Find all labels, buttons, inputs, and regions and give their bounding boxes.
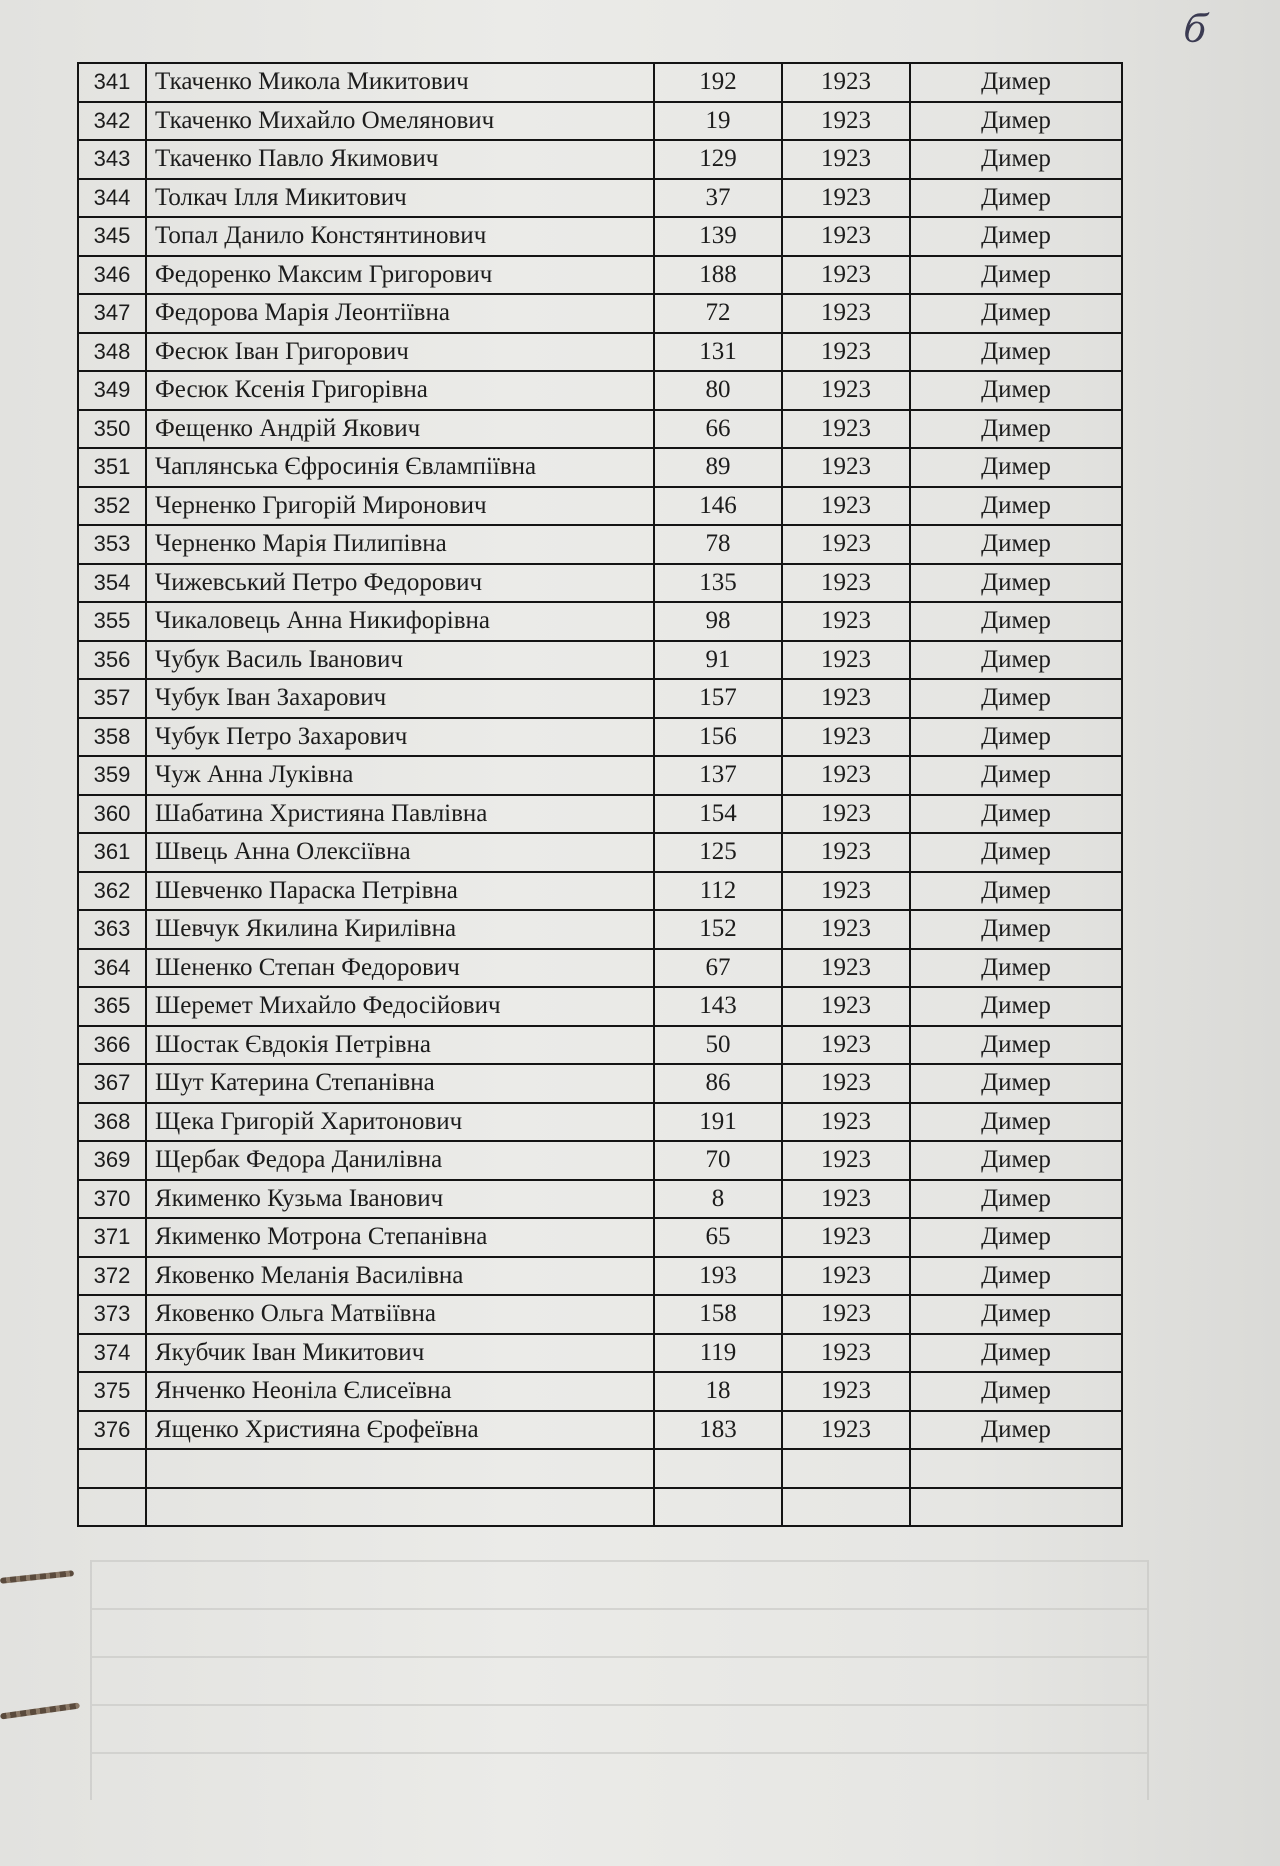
table-row (78, 1295, 1122, 1334)
locality-cell: Димер (910, 102, 1122, 141)
table-row (78, 410, 1122, 449)
full-name-cell: Толкач Ілля Микитович (146, 179, 654, 218)
full-name-cell: Черненко Марія Пилипівна (146, 525, 654, 564)
birth-year-cell: 1923 (782, 410, 910, 449)
locality-cell: Димер (910, 1218, 1122, 1257)
birth-year-cell: 1923 (782, 294, 910, 333)
locality-cell: Димер (910, 140, 1122, 179)
row-number-cell (78, 1488, 146, 1527)
record-number-cell: 66 (654, 410, 782, 449)
register-table-body (78, 63, 1122, 1526)
row-number-cell: 371 (78, 1218, 146, 1257)
full-name-cell: Якубчик Іван Микитович (146, 1334, 654, 1373)
locality-cell: Димер (910, 602, 1122, 641)
full-name-cell: Федоренко Максим Григорович (146, 256, 654, 295)
full-name-cell: Шевченко Параска Петрівна (146, 872, 654, 911)
full-name-cell: Щека Григорій Харитонович (146, 1103, 654, 1142)
birth-year-cell: 1923 (782, 949, 910, 988)
row-number-cell: 357 (78, 679, 146, 718)
record-number-cell: 50 (654, 1026, 782, 1065)
record-number-cell: 65 (654, 1218, 782, 1257)
birth-year-cell: 1923 (782, 179, 910, 218)
bleed-through-line (92, 1752, 1147, 1754)
table-row (78, 1334, 1122, 1373)
table-row (78, 1103, 1122, 1142)
birth-year-cell: 1923 (782, 1372, 910, 1411)
full-name-cell: Яковенко Меланія Василівна (146, 1257, 654, 1296)
full-name-cell: Чубук Іван Захарович (146, 679, 654, 718)
full-name-cell (146, 1488, 654, 1527)
table-row (78, 448, 1122, 487)
row-number-cell: 374 (78, 1334, 146, 1373)
table-row (78, 102, 1122, 141)
record-number-cell: 86 (654, 1064, 782, 1103)
full-name-cell: Якименко Мотрона Степанівна (146, 1218, 654, 1257)
row-number-cell: 355 (78, 602, 146, 641)
record-number-cell: 156 (654, 718, 782, 757)
binding-thread (0, 1702, 80, 1719)
record-number-cell: 70 (654, 1141, 782, 1180)
table-row (78, 1026, 1122, 1065)
row-number-cell: 358 (78, 718, 146, 757)
record-number-cell: 143 (654, 987, 782, 1026)
locality-cell: Димер (910, 1103, 1122, 1142)
full-name-cell: Якименко Кузьма Іванович (146, 1180, 654, 1219)
row-number-cell (78, 1449, 146, 1488)
full-name-cell: Шененко Степан Федорович (146, 949, 654, 988)
table-row (78, 256, 1122, 295)
table-row (78, 641, 1122, 680)
full-name-cell: Фесюк Ксенія Григорівна (146, 371, 654, 410)
row-number-cell: 354 (78, 564, 146, 603)
table-row (78, 987, 1122, 1026)
locality-cell: Димер (910, 1411, 1122, 1450)
locality-cell: Димер (910, 179, 1122, 218)
table-row (78, 872, 1122, 911)
locality-cell: Димер (910, 1141, 1122, 1180)
record-number-cell: 78 (654, 525, 782, 564)
birth-year-cell: 1923 (782, 795, 910, 834)
locality-cell: Димер (910, 833, 1122, 872)
row-number-cell: 368 (78, 1103, 146, 1142)
table-row (78, 910, 1122, 949)
birth-year-cell: 1923 (782, 1411, 910, 1450)
birth-year-cell (782, 1449, 910, 1488)
locality-cell: Димер (910, 1064, 1122, 1103)
row-number-cell: 359 (78, 756, 146, 795)
locality-cell: Димер (910, 987, 1122, 1026)
locality-cell: Димер (910, 756, 1122, 795)
full-name-cell: Чуж Анна Луківна (146, 756, 654, 795)
locality-cell: Димер (910, 333, 1122, 372)
row-number-cell: 370 (78, 1180, 146, 1219)
birth-year-cell: 1923 (782, 371, 910, 410)
locality-cell: Димер (910, 1257, 1122, 1296)
bleed-through-lines (90, 1560, 1149, 1800)
full-name-cell: Шевчук Якилина Кирилівна (146, 910, 654, 949)
birth-year-cell: 1923 (782, 1295, 910, 1334)
table-row (78, 756, 1122, 795)
table-row (78, 1411, 1122, 1450)
full-name-cell: Чубук Василь Іванович (146, 641, 654, 680)
table-row (78, 1141, 1122, 1180)
birth-year-cell: 1923 (782, 833, 910, 872)
birth-year-cell: 1923 (782, 1064, 910, 1103)
record-number-cell: 135 (654, 564, 782, 603)
full-name-cell: Шостак Євдокія Петрівна (146, 1026, 654, 1065)
locality-cell: Димер (910, 256, 1122, 295)
row-number-cell: 351 (78, 448, 146, 487)
birth-year-cell: 1923 (782, 1141, 910, 1180)
row-number-cell: 353 (78, 525, 146, 564)
birth-year-cell: 1923 (782, 1334, 910, 1373)
record-number-cell: 137 (654, 756, 782, 795)
birth-year-cell: 1923 (782, 1026, 910, 1065)
table-row (78, 294, 1122, 333)
record-number-cell: 72 (654, 294, 782, 333)
birth-year-cell: 1923 (782, 333, 910, 372)
record-number-cell: 18 (654, 1372, 782, 1411)
row-number-cell: 373 (78, 1295, 146, 1334)
bleed-through-line (92, 1656, 1147, 1658)
table-row (78, 1180, 1122, 1219)
record-number-cell (654, 1488, 782, 1527)
birth-year-cell: 1923 (782, 641, 910, 680)
record-number-cell: 67 (654, 949, 782, 988)
table-row (78, 679, 1122, 718)
row-number-cell: 341 (78, 63, 146, 102)
birth-year-cell: 1923 (782, 140, 910, 179)
table-row (78, 949, 1122, 988)
birth-year-cell: 1923 (782, 63, 910, 102)
row-number-cell: 356 (78, 641, 146, 680)
full-name-cell: Чубук Петро Захарович (146, 718, 654, 757)
record-number-cell: 193 (654, 1257, 782, 1296)
locality-cell: Димер (910, 525, 1122, 564)
row-number-cell: 349 (78, 371, 146, 410)
record-number-cell (654, 1449, 782, 1488)
table-row (78, 1488, 1122, 1527)
locality-cell: Димер (910, 448, 1122, 487)
full-name-cell: Янченко Неоніла Єлисеївна (146, 1372, 654, 1411)
table-row (78, 140, 1122, 179)
row-number-cell: 376 (78, 1411, 146, 1450)
table-row (78, 1449, 1122, 1488)
table-row (78, 487, 1122, 526)
full-name-cell: Фещенко Андрій Якович (146, 410, 654, 449)
record-number-cell: 183 (654, 1411, 782, 1450)
locality-cell: Димер (910, 294, 1122, 333)
birth-year-cell: 1923 (782, 987, 910, 1026)
record-number-cell: 154 (654, 795, 782, 834)
record-number-cell: 188 (654, 256, 782, 295)
locality-cell (910, 1488, 1122, 1527)
full-name-cell: Чикаловець Анна Никифорівна (146, 602, 654, 641)
locality-cell: Димер (910, 910, 1122, 949)
full-name-cell: Ткаченко Михайло Омелянович (146, 102, 654, 141)
record-number-cell: 157 (654, 679, 782, 718)
full-name-cell: Ященко Християна Єрофеївна (146, 1411, 654, 1450)
record-number-cell: 129 (654, 140, 782, 179)
record-number-cell: 8 (654, 1180, 782, 1219)
birth-year-cell: 1923 (782, 217, 910, 256)
record-number-cell: 89 (654, 448, 782, 487)
birth-year-cell: 1923 (782, 872, 910, 911)
record-number-cell: 98 (654, 602, 782, 641)
full-name-cell: Шабатина Християна Павлівна (146, 795, 654, 834)
locality-cell: Димер (910, 371, 1122, 410)
row-number-cell: 348 (78, 333, 146, 372)
table-row (78, 1257, 1122, 1296)
row-number-cell: 343 (78, 140, 146, 179)
record-number-cell: 139 (654, 217, 782, 256)
row-number-cell: 352 (78, 487, 146, 526)
birth-year-cell: 1923 (782, 1218, 910, 1257)
locality-cell: Димер (910, 1372, 1122, 1411)
locality-cell: Димер (910, 1026, 1122, 1065)
locality-cell: Димер (910, 1180, 1122, 1219)
row-number-cell: 365 (78, 987, 146, 1026)
record-number-cell: 131 (654, 333, 782, 372)
row-number-cell: 345 (78, 217, 146, 256)
table-row (78, 1218, 1122, 1257)
locality-cell: Димер (910, 872, 1122, 911)
birth-year-cell: 1923 (782, 448, 910, 487)
row-number-cell: 363 (78, 910, 146, 949)
full-name-cell: Фесюк Іван Григорович (146, 333, 654, 372)
row-number-cell: 344 (78, 179, 146, 218)
row-number-cell: 372 (78, 1257, 146, 1296)
locality-cell: Димер (910, 1334, 1122, 1373)
birth-year-cell: 1923 (782, 102, 910, 141)
locality-cell: Димер (910, 1295, 1122, 1334)
record-number-cell: 191 (654, 1103, 782, 1142)
bleed-through-line (92, 1608, 1147, 1610)
record-number-cell: 80 (654, 371, 782, 410)
bleed-through-line (92, 1704, 1147, 1706)
birth-year-cell: 1923 (782, 525, 910, 564)
table-row (78, 602, 1122, 641)
record-number-cell: 146 (654, 487, 782, 526)
locality-cell (910, 1449, 1122, 1488)
row-number-cell: 350 (78, 410, 146, 449)
row-number-cell: 375 (78, 1372, 146, 1411)
row-number-cell: 369 (78, 1141, 146, 1180)
birth-year-cell: 1923 (782, 256, 910, 295)
birth-year-cell: 1923 (782, 1257, 910, 1296)
record-number-cell: 158 (654, 1295, 782, 1334)
row-number-cell: 360 (78, 795, 146, 834)
birth-year-cell: 1923 (782, 910, 910, 949)
record-number-cell: 192 (654, 63, 782, 102)
record-number-cell: 91 (654, 641, 782, 680)
birth-year-cell: 1923 (782, 718, 910, 757)
row-number-cell: 342 (78, 102, 146, 141)
record-number-cell: 119 (654, 1334, 782, 1373)
table-row (78, 795, 1122, 834)
full-name-cell: Шеремет Михайло Федосійович (146, 987, 654, 1026)
birth-year-cell: 1923 (782, 1103, 910, 1142)
binding-thread (0, 1570, 74, 1584)
locality-cell: Димер (910, 641, 1122, 680)
row-number-cell: 361 (78, 833, 146, 872)
full-name-cell: Шут Катерина Степанівна (146, 1064, 654, 1103)
bleed-through-line (92, 1560, 1147, 1562)
table-row (78, 525, 1122, 564)
table-row (78, 1372, 1122, 1411)
table-row (78, 1064, 1122, 1103)
table-row (78, 833, 1122, 872)
full-name-cell: Чижевський Петро Федорович (146, 564, 654, 603)
table-row (78, 564, 1122, 603)
locality-cell: Димер (910, 718, 1122, 757)
locality-cell: Димер (910, 949, 1122, 988)
full-name-cell: Ткаченко Павло Якимович (146, 140, 654, 179)
birth-year-cell: 1923 (782, 679, 910, 718)
table-row (78, 333, 1122, 372)
birth-year-cell (782, 1488, 910, 1527)
birth-year-cell: 1923 (782, 564, 910, 603)
locality-cell: Димер (910, 795, 1122, 834)
record-number-cell: 19 (654, 102, 782, 141)
locality-cell: Димер (910, 217, 1122, 256)
register-table (77, 62, 1123, 1527)
full-name-cell: Швець Анна Олексіївна (146, 833, 654, 872)
full-name-cell: Щербак Федора Данилівна (146, 1141, 654, 1180)
full-name-cell: Ткаченко Микола Микитович (146, 63, 654, 102)
full-name-cell: Топал Данило Констянтинович (146, 217, 654, 256)
birth-year-cell: 1923 (782, 1180, 910, 1219)
table-row (78, 718, 1122, 757)
table-row (78, 371, 1122, 410)
row-number-cell: 362 (78, 872, 146, 911)
full-name-cell: Чаплянська Єфросинія Євлампіївна (146, 448, 654, 487)
full-name-cell: Яковенко Ольга Матвіївна (146, 1295, 654, 1334)
table-row (78, 63, 1122, 102)
locality-cell: Димер (910, 487, 1122, 526)
table-row (78, 217, 1122, 256)
row-number-cell: 346 (78, 256, 146, 295)
record-number-cell: 112 (654, 872, 782, 911)
birth-year-cell: 1923 (782, 602, 910, 641)
locality-cell: Димер (910, 410, 1122, 449)
record-number-cell: 152 (654, 910, 782, 949)
locality-cell: Димер (910, 564, 1122, 603)
row-number-cell: 367 (78, 1064, 146, 1103)
full-name-cell (146, 1449, 654, 1488)
locality-cell: Димер (910, 63, 1122, 102)
record-number-cell: 125 (654, 833, 782, 872)
full-name-cell: Федорова Марія Леонтіївна (146, 294, 654, 333)
birth-year-cell: 1923 (782, 756, 910, 795)
row-number-cell: 366 (78, 1026, 146, 1065)
table-row (78, 179, 1122, 218)
record-number-cell: 37 (654, 179, 782, 218)
row-number-cell: 347 (78, 294, 146, 333)
locality-cell: Димер (910, 679, 1122, 718)
full-name-cell: Черненко Григорій Миронович (146, 487, 654, 526)
page-number-mark: б (1180, 1, 1210, 54)
row-number-cell: 364 (78, 949, 146, 988)
birth-year-cell: 1923 (782, 487, 910, 526)
